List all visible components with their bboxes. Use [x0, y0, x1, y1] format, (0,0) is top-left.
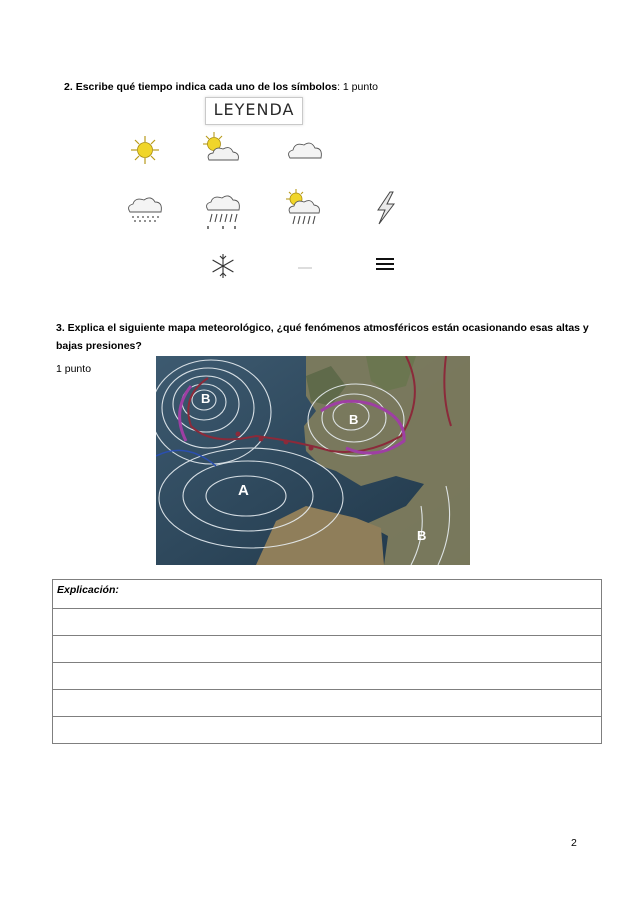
table-row[interactable]: [53, 663, 602, 690]
map-low-label-3: B: [417, 528, 427, 543]
map-high-label: A: [238, 482, 249, 499]
question-2-prompt: Escribe qué tiempo indica cada uno de los símbolos: [75, 81, 338, 93]
sun-cloud-icon: [196, 130, 246, 170]
answer-line[interactable]: [53, 717, 602, 744]
table-row[interactable]: [53, 609, 602, 636]
answer-line[interactable]: [53, 609, 602, 636]
explanation-table: [52, 579, 602, 744]
map-low-label-1: B: [201, 391, 211, 406]
sun-rain-icon: [278, 188, 328, 228]
question-2: [64, 81, 378, 93]
explanation-label: Explicación:: [53, 580, 602, 609]
weather-map: [156, 356, 470, 565]
legend-title: LEYENDA: [213, 100, 295, 119]
lightning-icon: [360, 188, 410, 228]
table-row[interactable]: [53, 690, 602, 717]
fog-icon: [360, 246, 410, 286]
question-3-prompt: 3. Explica el siguiente mapa meteorológico, ¿qué fenómenos atmosféricos están ocasionando esas altas y bajas presiones?: [56, 322, 589, 352]
table-row[interactable]: [53, 636, 602, 663]
table-row[interactable]: [53, 717, 602, 744]
map-low-label-2: B: [349, 412, 359, 427]
snowflake-icon: [198, 246, 248, 286]
legend-title-box: [205, 97, 303, 125]
sun-icon: [120, 130, 170, 170]
haze-icon: [280, 246, 330, 286]
cloud-icon: [280, 130, 330, 170]
answer-line[interactable]: [53, 663, 602, 690]
question-2-number: 2.: [64, 81, 73, 93]
answer-line[interactable]: [53, 690, 602, 717]
rain-icon: [198, 190, 248, 230]
question-2-points: : 1 punto: [337, 81, 378, 93]
answer-line[interactable]: [53, 636, 602, 663]
page-number: 2: [571, 837, 577, 849]
drizzle-icon: [120, 190, 170, 230]
table-header-row: [53, 580, 602, 609]
question-3-points: 1 punto: [56, 363, 92, 375]
